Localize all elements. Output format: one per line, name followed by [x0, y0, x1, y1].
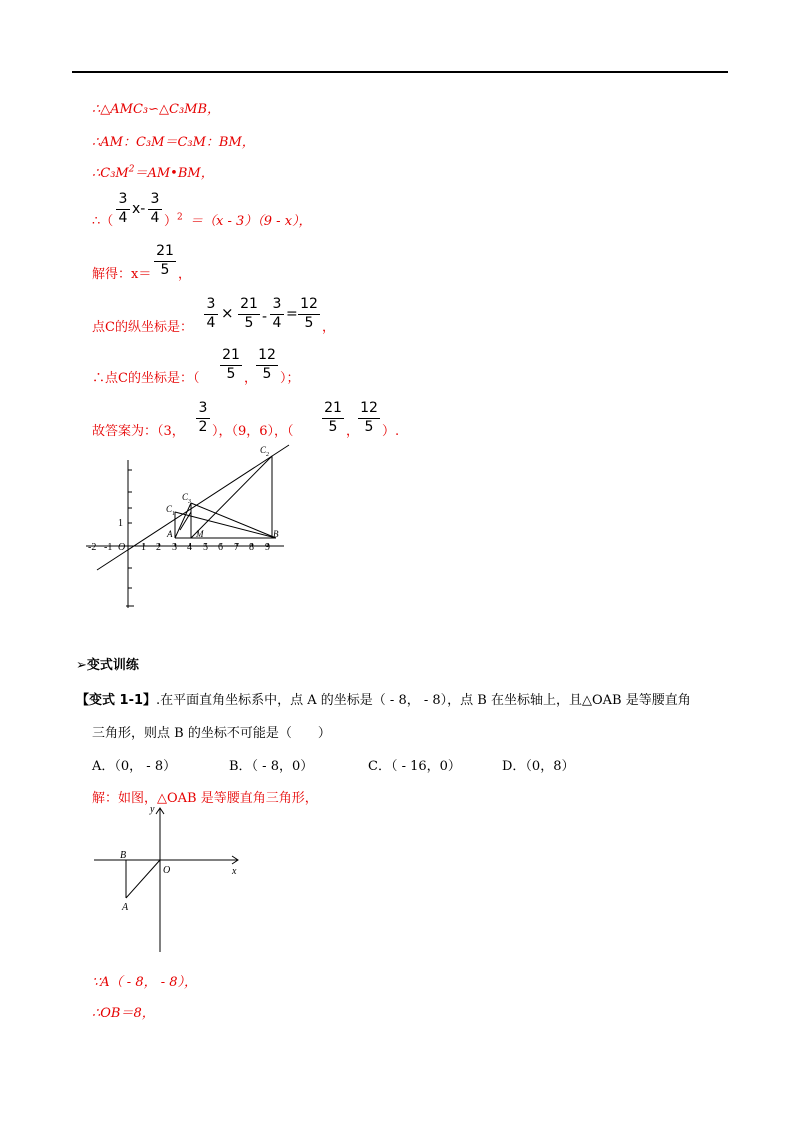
label-c2: C [260, 445, 267, 455]
fraction-12-5-c: 12 5 [358, 401, 380, 435]
svg-text:3: 3 [188, 499, 191, 505]
label-y: y [150, 804, 155, 815]
answer-prefix: 故答案为：（3， [92, 424, 185, 439]
fraction-12-5-b: 12 5 [256, 348, 278, 382]
svg-text:2: 2 [266, 452, 269, 458]
label-b: B [273, 529, 279, 539]
step-y-end: ， [322, 320, 336, 335]
step-ratio: ∴AM：C₃M＝C₃M：BM， [92, 135, 255, 150]
header-rule [72, 71, 728, 73]
label-c3: C [182, 492, 189, 502]
label-a-2: A [122, 902, 129, 913]
option-a: A．（0， - 8） [92, 759, 177, 774]
y-tick-1: 1 [118, 518, 123, 529]
fraction-21-5-b: 21 5 [238, 297, 260, 331]
times-sign: × [221, 304, 234, 322]
fraction-21-5-d: 21 5 [322, 401, 344, 435]
answer-comma: ， [346, 424, 360, 439]
label-x: x [232, 866, 237, 877]
equation-x-minus: x- [132, 201, 146, 217]
minus-sign: - [262, 309, 268, 325]
problem-line-1: 【变式 1-1】.在平面直角坐标系中，点 A 的坐标是（ - 8， - 8），点 B 在坐标轴上，且△OAB 是等腰直角 [76, 693, 691, 708]
equation-close-paren: ）$^2$ [164, 212, 183, 229]
line-through-c-points [97, 445, 289, 570]
fraction-21-5-c: 21 5 [220, 348, 242, 382]
section-heading: ➢变式训练 [76, 658, 139, 673]
step-equation-prefix: ∴（ [92, 214, 114, 229]
label-m: M [196, 529, 204, 539]
equation-rhs: ＝（x - 3）（9 - x）， [190, 214, 312, 229]
svg-text:9: 9 [265, 542, 270, 553]
coordinate-graph-2 [90, 800, 250, 956]
fraction-3-2: 3 2 [196, 401, 210, 435]
svg-text:1: 1 [141, 542, 146, 553]
step-square: $\therefore C_3M^2=AM•BM$， [92, 164, 214, 181]
option-c: C．（ - 16，0） [368, 759, 461, 774]
step-y-coordinate: 点C的纵坐标是： [92, 320, 193, 335]
fraction-3-4-d: 3 4 [270, 297, 284, 331]
step-point-c-end: ）； [280, 371, 300, 386]
label-c1: C [166, 504, 173, 514]
svg-text:-1: -1 [104, 542, 113, 553]
fraction-12-5-a: 12 5 [298, 297, 320, 331]
svg-text:-2: -2 [88, 542, 97, 553]
svg-text:6: 6 [218, 542, 223, 553]
fraction-3-4-c: 3 4 [204, 297, 218, 331]
option-b: B．（ - 8，0） [229, 759, 314, 774]
label-a: A [167, 529, 173, 539]
label-o: O [163, 865, 171, 876]
solution-line-3: ∴OB＝8， [92, 1006, 155, 1021]
svg-text:8: 8 [249, 542, 254, 553]
label-b-2: B [120, 850, 127, 861]
svg-text:1: 1 [172, 511, 175, 517]
svg-text:4: 4 [187, 542, 192, 553]
arrow-marker-icon: ➢ [76, 658, 87, 673]
svg-text:3: 3 [172, 542, 177, 553]
problem-tag: 【变式 1-1】 [76, 693, 157, 708]
answer-end: ）. [382, 424, 400, 439]
svg-text:7: 7 [234, 542, 239, 553]
comma: ， [244, 371, 258, 386]
step-similar-triangles: ∴△AMC₃∽△C₃MB， [92, 102, 221, 117]
fraction-3-4-b: 3 4 [148, 192, 162, 226]
solution-line-1: 解：如图，△OAB 是等腰直角三角形， [92, 791, 318, 806]
equals-sign: = [286, 306, 298, 322]
coordinate-graph-1 [84, 440, 304, 615]
step-point-c: ∴点C的坐标是：（ [92, 371, 200, 386]
step-solve-end: ， [178, 267, 192, 282]
option-d: D．（0，8） [502, 759, 575, 774]
solution-line-2: ∵A（ - 8， - 8）， [92, 975, 198, 990]
step-solve: 解得：x＝ [92, 267, 152, 282]
svg-text:5: 5 [203, 542, 208, 553]
fraction-3-4-a: 3 4 [116, 192, 130, 226]
problem-line-2: 三角形，则点 B 的坐标不可能是（ ） [92, 726, 331, 741]
svg-text:2: 2 [156, 542, 161, 553]
fraction-21-5-a: 21 5 [154, 244, 176, 278]
answer-middle: ），（9，6），（ [212, 424, 294, 439]
svg-text:O: O [118, 542, 126, 553]
